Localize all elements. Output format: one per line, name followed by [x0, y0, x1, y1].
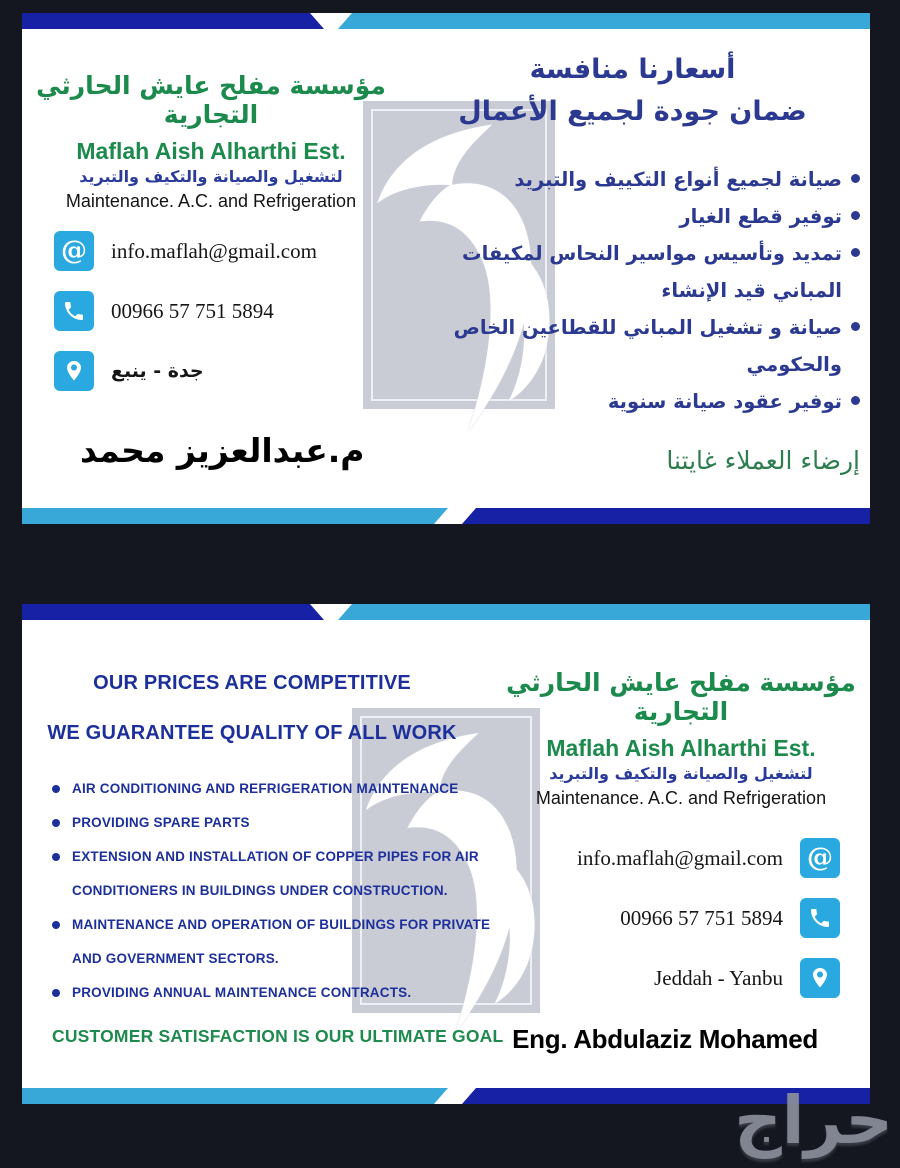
bullet-dot: [52, 989, 60, 997]
location-value-english: Jeddah - Yanbu: [654, 965, 783, 990]
card-back-content: [22, 620, 870, 1088]
email-icon: [800, 838, 840, 878]
phone-icon: [54, 291, 94, 331]
location-row: [54, 351, 317, 391]
haraj-watermark-logo: حراج: [734, 1082, 893, 1159]
service-item: [405, 235, 860, 309]
location-value-arabic: جدة - ينبع: [111, 360, 204, 382]
company-name-english: Maflah Aish Alharthi Est.: [546, 735, 816, 761]
service-item: [52, 840, 497, 908]
bullet-dot: [851, 211, 860, 220]
bullet-dot: [851, 396, 860, 405]
headline-arabic-line2: ضمان جودة لجميع الأعمال: [458, 95, 807, 127]
motto-english: CUSTOMER SATISFACTION IS OUR ULTIMATE GOAL: [52, 1026, 504, 1046]
service-text: PROVIDING ANNUAL MAINTENANCE CONTRACTS.: [72, 985, 412, 1000]
contact-list: [54, 231, 317, 411]
stripe-light-segment: [338, 13, 870, 29]
service-item: [405, 383, 860, 420]
email-value: info.maflah@gmail.com: [111, 238, 317, 263]
bottom-stripe: [22, 508, 870, 524]
headline-arabic-line1: أسعارنا منافسة: [529, 54, 736, 85]
location-pin-icon: [800, 958, 840, 998]
phone-icon: [800, 898, 840, 938]
stripe-light-segment: [338, 604, 870, 620]
location-row: [577, 958, 840, 998]
person-name-english: Eng. Abdulaziz Mohamed: [512, 1024, 818, 1054]
service-item: [52, 908, 497, 976]
service-text: AIR CONDITIONING AND REFRIGERATION MAINTENANCE: [72, 781, 459, 796]
bullet-dot: [851, 174, 860, 183]
bullet-dot: [52, 921, 60, 929]
stripe-dark-segment: [22, 604, 324, 620]
phone-value: 00966 57 751 5894: [620, 905, 783, 930]
bullet-dot: [52, 853, 60, 861]
company-name-arabic: مؤسسة مفلح عايش الحارثي التجارية: [506, 668, 856, 726]
phone-row: [54, 291, 317, 331]
headline-arabic: [405, 49, 860, 133]
service-item: [52, 772, 497, 806]
company-activity-english: Maintenance. A.C. and Refrigeration: [65, 191, 357, 211]
at-glyph: @: [807, 843, 833, 873]
motto-arabic: إرضاء العملاء غايتنا: [666, 446, 860, 475]
stripe-light-segment: [22, 508, 448, 524]
phone-value: 00966 57 751 5894: [111, 298, 274, 323]
service-text: توفير قطع الغيار: [679, 204, 842, 228]
service-item: [405, 161, 860, 198]
email-row: [54, 231, 317, 271]
stripe-dark-segment: [462, 508, 870, 524]
services-list-english: [52, 772, 497, 1010]
at-glyph: @: [61, 236, 87, 266]
services-column-arabic: [405, 49, 860, 420]
company-activity-arabic: لتشغيل والصيانة والتكيف والتبريد: [79, 167, 343, 186]
contact-list: [577, 838, 840, 1018]
email-value: info.maflah@gmail.com: [577, 845, 783, 870]
service-item: [405, 309, 860, 383]
service-text: تمديد وتأسيس مواسير النحاس لمكيفات المباني قيد الإنشاء: [461, 241, 842, 302]
top-stripe: [22, 604, 870, 620]
service-item: [405, 198, 860, 235]
headline-english-line1: OUR PRICES ARE COMPETITIVE: [93, 672, 411, 694]
service-text: صيانة لجميع أنواع التكييف والتبريد: [514, 167, 842, 191]
company-name-arabic: مؤسسة مفلح عايش الحارثي التجارية: [36, 71, 386, 129]
location-pin-icon: [54, 351, 94, 391]
bullet-dot: [52, 819, 60, 827]
stripe-dark-segment: [22, 13, 324, 29]
company-block: [36, 71, 386, 212]
bullet-dot: [851, 322, 860, 331]
stripe-light-segment: [22, 1088, 448, 1104]
service-item: [52, 976, 497, 1010]
company-activity-english: Maintenance. A.C. and Refrigeration: [535, 788, 827, 808]
service-text: MAINTENANCE AND OPERATION OF BUILDINGS FOR PRIVATE AND GOVERNMENT SECTORS.: [72, 917, 491, 966]
email-icon: [54, 231, 94, 271]
company-activity-arabic: لتشغيل والصيانة والتكيف والتبريد: [549, 764, 813, 783]
business-card-back: [22, 604, 870, 1104]
services-list-arabic: [405, 161, 860, 420]
card-front-content: [22, 29, 870, 508]
bullet-dot: [851, 248, 860, 257]
top-stripe: [22, 13, 870, 29]
email-row: [577, 838, 840, 878]
business-card-front: [22, 13, 870, 524]
company-name-english: Maflah Aish Alharthi Est.: [76, 138, 346, 164]
person-name-arabic: م.عبدالعزيز محمد: [80, 431, 365, 470]
service-text: EXTENSION AND INSTALLATION OF COPPER PIPES FOR AIR CONDITIONERS IN BUILDINGS UNDER CONSTRUCTION.: [72, 849, 479, 898]
service-item: [52, 806, 497, 840]
phone-row: [577, 898, 840, 938]
service-text: PROVIDING SPARE PARTS: [72, 815, 250, 830]
company-block: [506, 668, 856, 809]
headline-english-line2: WE GUARANTEE QUALITY OF ALL WORK: [47, 722, 457, 744]
bullet-dot: [52, 785, 60, 793]
service-text: توفير عقود صيانة سنوية: [607, 389, 842, 413]
service-text: صيانة و تشغيل المباني للقطاعين الخاص والحكومي: [453, 315, 842, 376]
